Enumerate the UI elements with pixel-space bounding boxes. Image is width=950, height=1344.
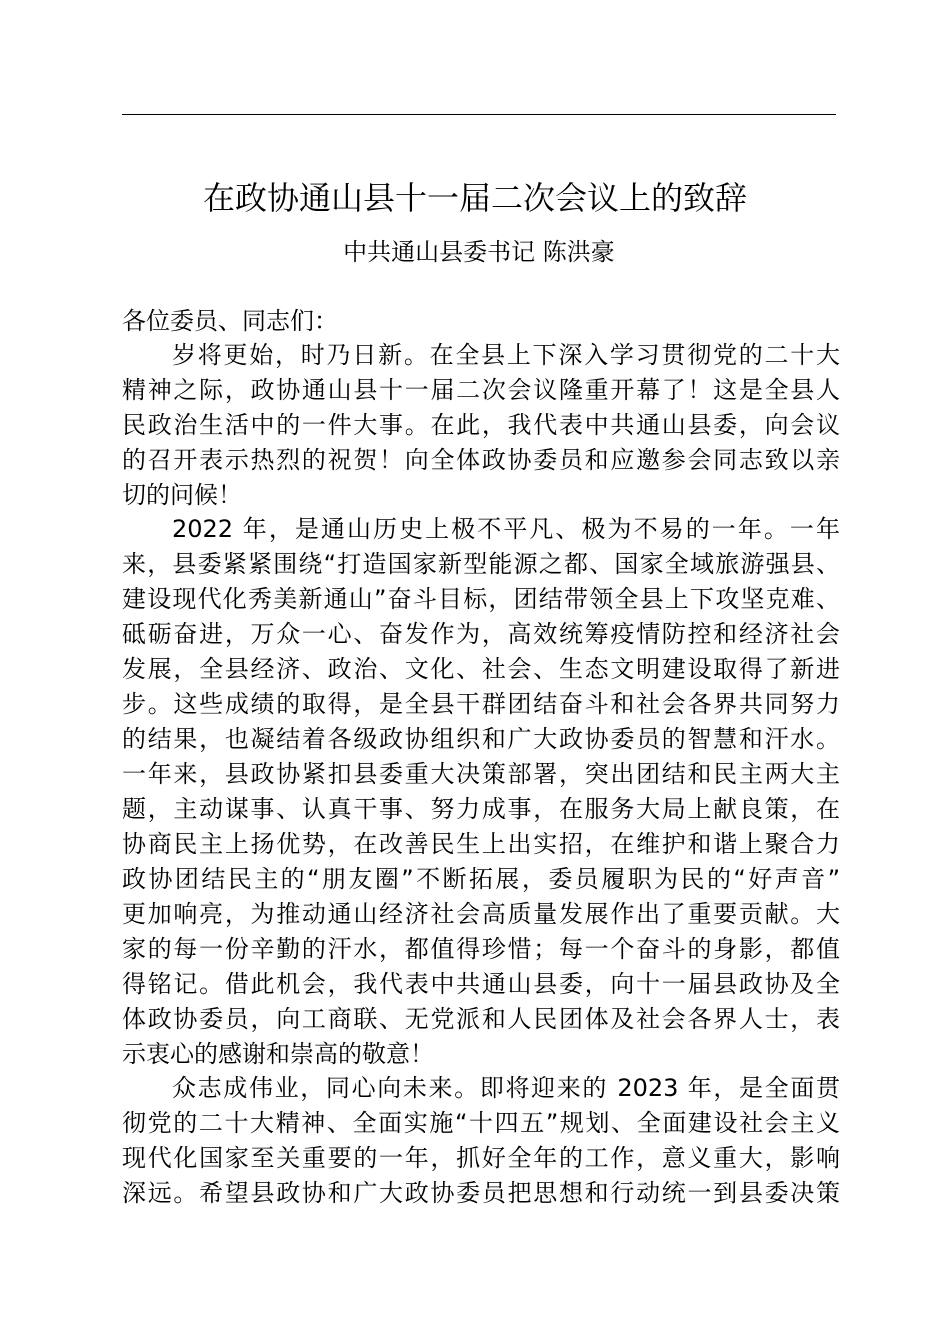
paragraph-line: 得铭记。借此机会，我代表中共通山县委，向十一届县政协及全	[122, 970, 840, 998]
paragraph-line: 建设现代化秀美新通山”奋斗目标，团结带领全县上下攻坚克难、	[122, 585, 840, 613]
paragraph-line: 切的问候！	[122, 481, 242, 509]
paragraph-line: 的结果，也凝结着各级政协组织和广大政协委员的智慧和汗水。	[122, 725, 840, 753]
author-line: 中共通山县委书记 陈洪豪	[343, 238, 615, 266]
paragraph-line: 来，县委紧紧围绕“打造国家新型能源之都、国家全域旅游强县、	[122, 550, 840, 578]
paragraph-line: 一年来，县政协紧扣县委重大决策部署，突出团结和民主两大主	[122, 760, 840, 788]
paragraph-line: 砥砺奋进，万众一心、奋发作为，高效统筹疫情防控和经济社会	[122, 620, 840, 648]
paragraph-line: 的召开表示热烈的祝贺！向全体政协委员和应邀参会同志致以亲	[122, 446, 840, 474]
salutation: 各位委员、同志们：	[122, 307, 338, 335]
paragraph-line: 家的每一份辛勤的汗水，都值得珍惜；每一个奋斗的身影，都值	[122, 935, 840, 963]
paragraph-line: 众志成伟业，同心向未来。即将迎来的 2023 年，是全面贯	[172, 1074, 840, 1102]
paragraph-line: 发展，全县经济、政治、文化、社会、生态文明建设取得了新进	[122, 655, 840, 683]
paragraph-line: 民政治生活中的一件大事。在此，我代表中共通山县委，向会议	[122, 411, 840, 439]
header-rule	[122, 114, 836, 115]
paragraph-line: 更加响亮，为推动通山经济社会高质量发展作出了重要贡献。大	[122, 900, 840, 928]
paragraph-line: 2022 年，是通山历史上极不平凡、极为不易的一年。一年	[172, 515, 840, 543]
paragraph-line: 政协团结民主的“朋友圈”不断拓展，委员履职为民的“好声音”	[122, 865, 840, 893]
paragraph-line: 题，主动谋事、认真干事、努力成事，在服务大局上献良策，在	[122, 795, 840, 823]
paragraph-line: 示衷心的感谢和崇高的敬意！	[122, 1040, 434, 1068]
paragraph-line: 彻党的二十大精神、全面实施“十四五”规划、全面建设社会主义	[122, 1109, 840, 1137]
paragraph-line: 深远。希望县政协和广大政协委员把思想和行动统一到县委决策	[122, 1179, 840, 1207]
paragraph-line: 岁将更始，时乃日新。在全县上下深入学习贯彻党的二十大	[172, 341, 840, 369]
paragraph-line: 现代化国家至关重要的一年，抓好全年的工作，意义重大，影响	[122, 1144, 840, 1172]
paragraph-line: 精神之际，政协通山县十一届二次会议隆重开幕了！这是全县人	[122, 376, 840, 404]
paragraph-line: 步。这些成绩的取得，是全县干群团结奋斗和社会各界共同努力	[122, 690, 840, 718]
paragraph-line: 体政协委员，向工商联、无党派和人民团体及社会各界人士，表	[122, 1005, 840, 1033]
paragraph-line: 协商民主上扬优势，在改善民生上出实招，在维护和谐上聚合力	[122, 830, 840, 858]
document-title: 在政协通山县十一届二次会议上的致辞	[202, 179, 747, 217]
